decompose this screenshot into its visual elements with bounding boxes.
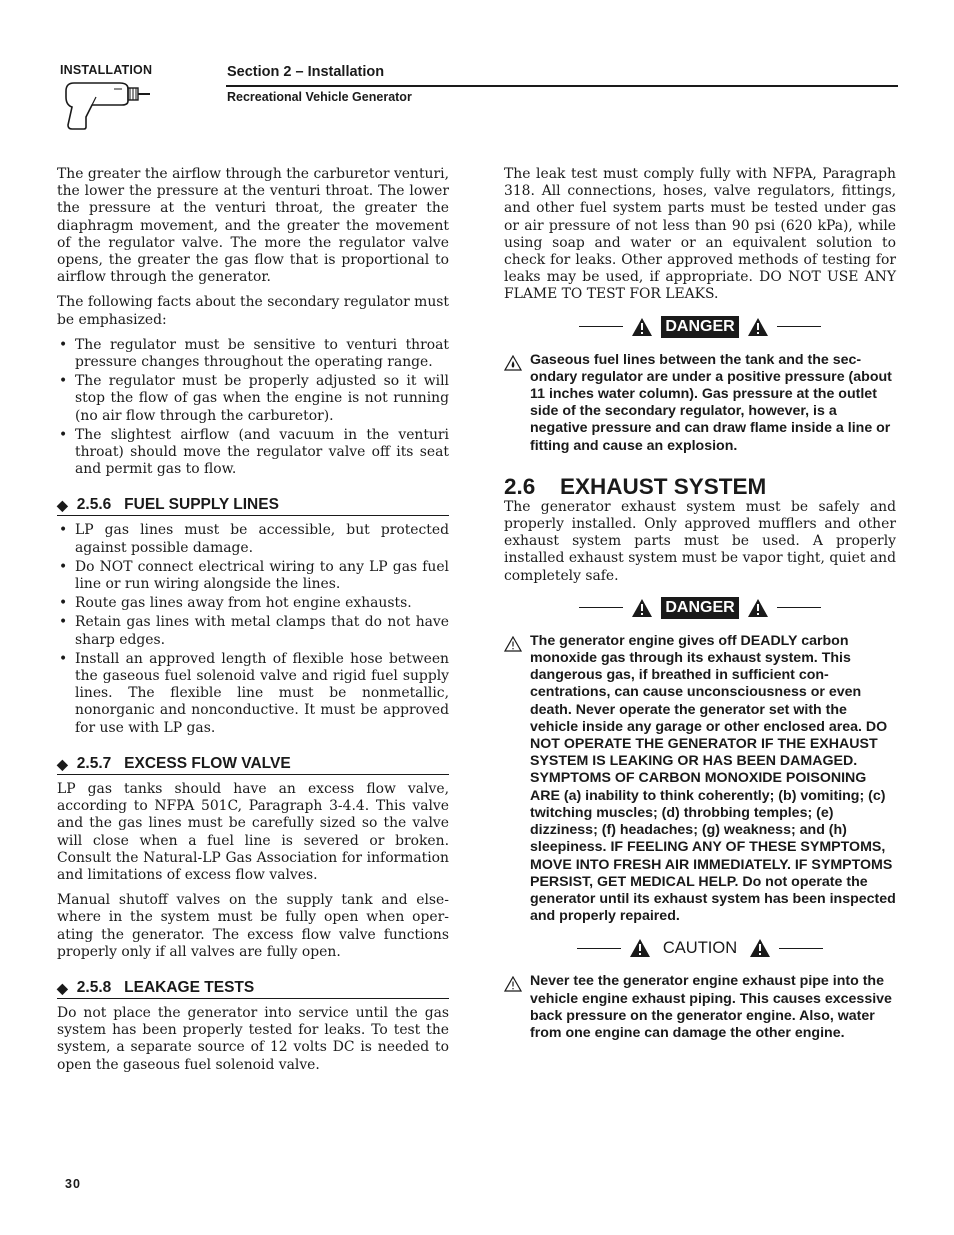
- installation-logo: [60, 63, 170, 131]
- regulator-facts-list: [57, 337, 449, 479]
- diamond-bullet-icon: ◆: [57, 979, 68, 996]
- right-column: [504, 166, 896, 1048]
- fuel-supply-list: [57, 522, 449, 736]
- flame-hazard-icon: [504, 355, 522, 371]
- caution-exhaust-pipe-text: Never tee the generator engine exhaust pipe into the vehicle engine exhaust piping. This causes excessive back pressure on the generator engine. Also, water from one engine can damage the other engine.: [530, 973, 892, 1041]
- leakage-paragraph: Do not place the generator into service until the gas system has been properly tested for leaks. To test the system, a separate source of 12 volts DC is needed to open the gaseous fuel solenoid valve.: [57, 1004, 449, 1073]
- intro-paragraph: The greater the airflow through the carburetor venturi, the lower the pressure at the venturi throat. The lower the pressure at the venturi throat, the greater the diaphragm movement, and the greater the movement of the regulator valve. The more the regulator valve opens, the greater the gas flow that is proportional to airflow through the generator.: [57, 166, 449, 286]
- fuel-supply-heading: ◆ 2.5.6 FUEL SUPPLY LINES: [57, 494, 449, 516]
- diamond-bullet-icon: ◆: [57, 497, 68, 514]
- warning-triangle-icon: [747, 317, 769, 337]
- list-item: • Install an approved length of flexible hose between the gaseous fuel solenoid valve and rigid fuel supply lines. The flexible line must be nonmetallic, nonorganic and nonconductive. It must be approved for use with LP gas.: [59, 650, 449, 736]
- list-item: • LP gas lines must be accessible, but protected against possible damage.: [59, 522, 449, 556]
- exhaust-paragraph: The generator exhaust system must be safely and properly installed. Only approved mufflers and other exhaust system parts must be used. A properly installed exhaust system must be vapor tight, quiet and completely safe.: [504, 498, 896, 584]
- warning-triangle-icon: [749, 938, 771, 958]
- leakage-heading: ◆ 2.5.8 LEAKAGE TESTS: [57, 977, 449, 999]
- page-number: 30: [65, 1177, 81, 1191]
- logo-label: INSTALLATION: [60, 63, 153, 77]
- drill-icon: [62, 77, 154, 131]
- list-item: • The regulator must be sensitive to venturi throat pressure changes throughout the operating range.: [59, 336, 449, 371]
- danger-label: DANGER: [661, 316, 738, 338]
- danger-carbon-monoxide-warning: [504, 633, 896, 925]
- list-item: • Retain gas lines with metal clamps that do not have sharp edges.: [59, 614, 449, 648]
- warning-triangle-icon: [631, 317, 653, 337]
- section-subtitle: Recreational Vehicle Generator: [227, 90, 412, 104]
- danger-banner: [504, 595, 896, 621]
- left-column: [57, 166, 449, 1082]
- section-title: Section 2 – Installation: [227, 64, 385, 80]
- danger-gas-lines-text: Gaseous fuel lines between the tank and the secondary regulator are under a positive pressure (about 11 inches water column). Gas pressure at the outlet side of the secondary regulator, however, is a negative pressure and can draw flame inside a line or fitting and cause an explosion.: [530, 351, 892, 454]
- caution-label: CAUTION: [662, 938, 738, 957]
- list-item: • The regulator must be properly adjusted so it will stop the flow of gas when the engine is not running (no air flow through the carburetor).: [59, 373, 449, 424]
- warning-triangle-icon: [629, 938, 651, 958]
- list-item: • The slightest airflow (and vacuum in the venturi throat) should move the regulator valve off its seat and permit gas to flow.: [59, 426, 449, 478]
- danger-banner: [504, 314, 896, 340]
- caution-exhaust-pipe-warning: [504, 973, 896, 1042]
- exhaust-system-heading: 2.6 EXHAUST SYSTEM: [504, 473, 767, 499]
- danger-label: DANGER: [661, 597, 738, 619]
- diamond-bullet-icon: ◆: [57, 755, 68, 772]
- warning-triangle-icon: [747, 598, 769, 618]
- intro-paragraph: The following facts about the secondary regulator must be emphasized:: [57, 294, 449, 328]
- excess-flow-heading: ◆ 2.5.7 EXCESS FLOW VALVE: [57, 753, 449, 775]
- excess-flow-paragraph: LP gas tanks should have an excess flow valve, according to NFPA 501C, Paragraph 3-4.4. This valve and the gas lines must be carefully sized so the valve will close when a fuel line is severed or broken. Consult the Natural-LP Gas Association for information and limitations of excess flow valves.: [57, 780, 449, 883]
- danger-carbon-monoxide-text: The generator engine gives off DEADLY carbon monoxide gas through its exhaust system. This dangerous gas, if breathed in sufficient concentrations, can cause unconsciousness or even death. Never operate the generator set with the vehicle inside any garage or other enclosed area. DO NOT OPERATE THE GENERATOR IF THE EXHAUST SYSTEM IS LEAKING OR HAS BEEN DAMAGED. SYMPTOMS OF CARBON MONOXIDE POISONING ARE (a) inability to think coherently; (b) vomiting; (c) twitching muscles; (d) throbbing temples; (e) dizziness; (f) headaches; (g) weakness; and (h) sleepiness. IF FEELING ANY OF THESE SYMPTOMS, MOVE INTO FRESH AIR IMMEDIATELY. IF SYMPTOMS PERSIST, GET MEDICAL HELP. Do not operate the generator until its exhaust system has been inspected and properly repaired.: [530, 632, 896, 925]
- warning-outline-icon: [504, 976, 522, 992]
- caution-banner: [504, 935, 896, 961]
- danger-gas-lines-warning: [504, 352, 896, 455]
- list-item: • Do NOT connect electrical wiring to any LP gas fuel line or run wiring alongside the lines.: [59, 558, 449, 593]
- header-divider: [226, 85, 898, 87]
- excess-flow-paragraph: Manual shutoff valves on the supply tank and elsewhere in the system must be fully open when operating the generator. The excess flow valve functions properly only if all valves are fully open.: [57, 892, 449, 960]
- warning-outline-icon: [504, 636, 522, 652]
- list-item: • Route gas lines away from hot engine exhausts.: [59, 595, 412, 612]
- leak-test-paragraph: The leak test must comply fully with NFPA, Paragraph 318. All connections, hoses, valve regulators, fittings, and other fuel system parts must be tested under gas or air pressure of not less than 90 psi (620 kPa), while using soap and water or an equivalent solution to check for leaks. Other approved methods of testing for leaks may be used, if appropriate. DO NOT USE ANY FLAME TO TEST FOR LEAKS.: [504, 166, 896, 303]
- warning-triangle-icon: [631, 598, 653, 618]
